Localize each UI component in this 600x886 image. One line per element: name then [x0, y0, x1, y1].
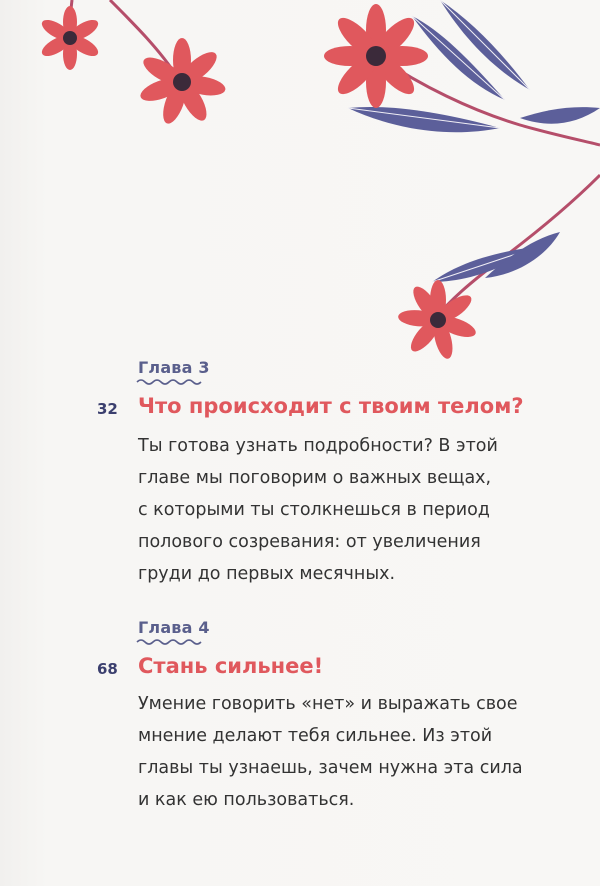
body-line: Ты готова узнать подробности? В этой [138, 436, 498, 456]
body-line: полового созревания: от увеличения [138, 532, 481, 552]
floral-illustration [0, 0, 600, 380]
wavy-underline [136, 378, 202, 386]
flower-icon [39, 6, 101, 70]
body-line: груди до первых месячных. [138, 564, 396, 584]
body-line: с которыми ты столкнешься в период [138, 500, 490, 520]
flower-icon [397, 280, 478, 361]
body-line: главы ты узнаешь, зачем нужна эта сила [138, 758, 523, 778]
leaf-icon [440, 0, 530, 90]
wavy-underline [136, 638, 202, 646]
body-line: главе мы поговорим о важных вещах, [138, 468, 492, 488]
body-line: мнение делают тебя сильнее. Из этой [138, 726, 493, 746]
flower-icon [138, 38, 227, 126]
chapter-title: Стань сильнее! [138, 654, 324, 678]
chapter-title: Что происходит с твоим телом? [138, 394, 524, 418]
flower-icon [324, 4, 428, 108]
chapter-label: Глава 4 [138, 618, 210, 637]
body-line: Умение говорить «нет» и выражать свое [138, 694, 518, 714]
body-line: и как ею пользоваться. [138, 790, 355, 810]
chapter-label: Глава 3 [138, 358, 210, 377]
leaf-icon [520, 107, 600, 124]
page-number: 32 [97, 400, 118, 418]
page-number: 68 [97, 660, 118, 678]
